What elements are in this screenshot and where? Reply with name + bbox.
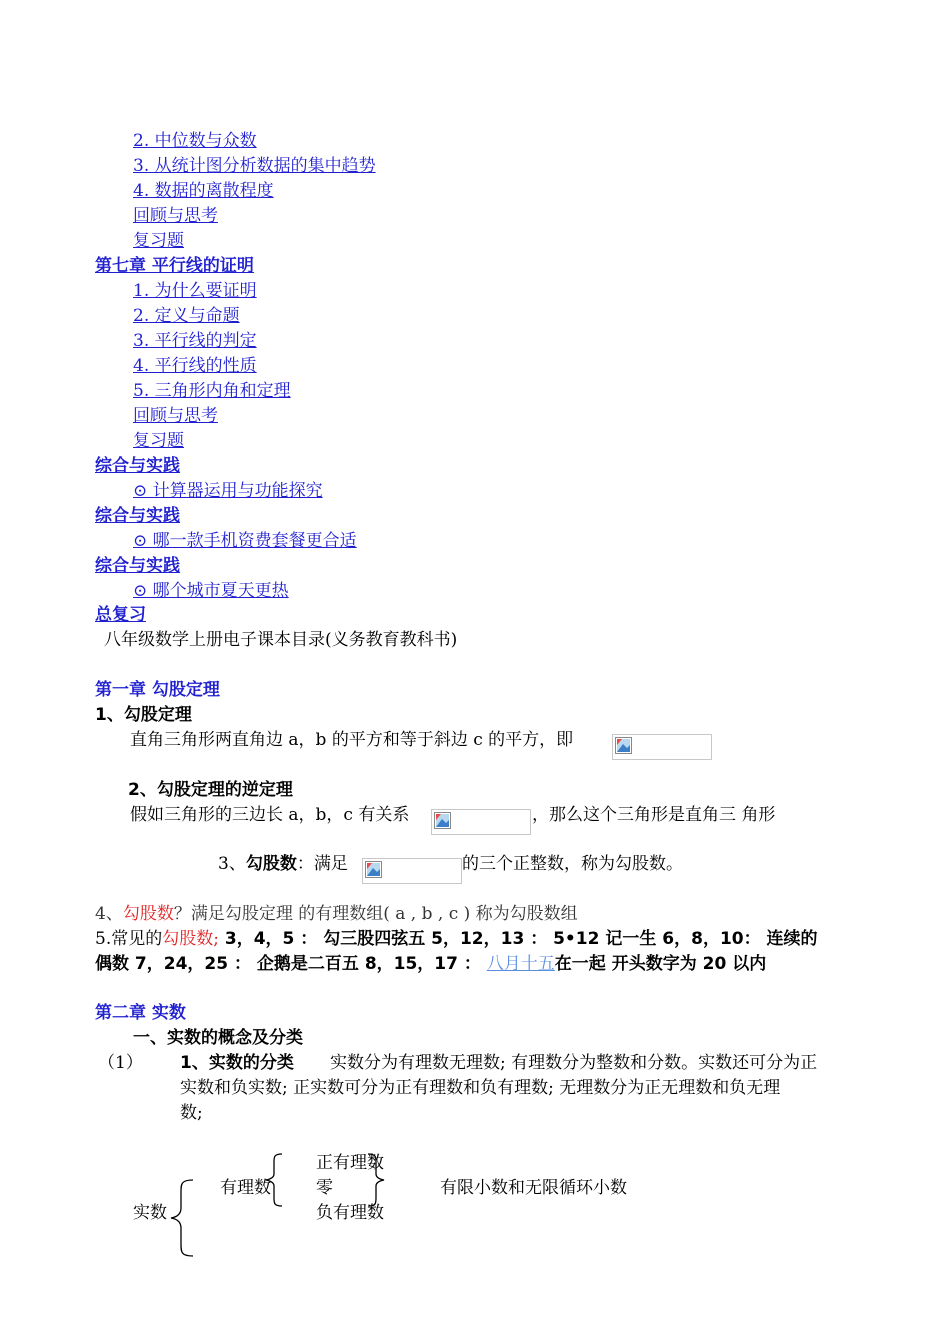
document-title: 八年级数学上册电子课本目录(义务教育教科书) xyxy=(104,630,458,650)
toc-chapter-heading[interactable]: 综合与实践 xyxy=(95,556,180,576)
toc-item[interactable]: 4. 数据的离散程度 xyxy=(133,181,274,201)
toc-item[interactable]: 复习题 xyxy=(133,431,184,451)
section-5-line-1 xyxy=(95,924,818,949)
item-number: （1） xyxy=(98,1053,143,1073)
formula-image-1 xyxy=(612,734,712,760)
item-title: 1、实数的分类 xyxy=(180,1053,294,1073)
section-5-prefix: 5.常见的 xyxy=(95,929,163,949)
toc-item[interactable]: 2. 中位数与众数 xyxy=(133,131,257,151)
toc-item[interactable]: 回顾与思考 xyxy=(133,206,218,226)
tree-positive-rational: 正有理数 xyxy=(316,1153,384,1173)
toc-item[interactable]: ⊙ 哪一款手机资费套餐更合适 xyxy=(133,531,357,551)
section-2-title: 2、勾股定理的逆定理 xyxy=(128,780,293,800)
item-text-3: 数; xyxy=(180,1103,203,1123)
toc-item[interactable]: 回顾与思考 xyxy=(133,406,218,426)
section-5-term: 勾股数; xyxy=(162,929,219,949)
toc-item[interactable]: 2. 定义与命题 xyxy=(133,306,240,326)
formula-image-2 xyxy=(431,809,531,835)
tree-root: 实数 xyxy=(133,1203,167,1223)
section-5-link[interactable]: 八月十五 xyxy=(486,954,555,974)
tree-rational: 有理数 xyxy=(220,1178,271,1198)
toc-item[interactable]: ⊙ 计算器运用与功能探究 xyxy=(133,481,323,501)
section-1-text: 直角三角形两直角边 a，b 的平方和等于斜边 c 的平方，即 xyxy=(130,730,574,750)
toc-item[interactable]: 3. 从统计图分析数据的集中趋势 xyxy=(133,156,376,176)
item-text-2: 实数和负实数; 正实数可分为正有理数和负有理数; 无理数分为正无理数和负无理 xyxy=(180,1078,781,1098)
formula-image-3 xyxy=(362,858,462,884)
tree-negative-rational: 负有理数 xyxy=(316,1203,384,1223)
toc-item[interactable]: 5. 三角形内角和定理 xyxy=(133,381,291,401)
section-5-text: 3，4，5 ： 勾三股四弦五 5，12，13 ： 5•12 记一生 6，8，10： 连续的 xyxy=(218,929,818,949)
toc-chapter-heading[interactable]: 综合与实践 xyxy=(95,506,180,526)
section-5-line-2-a: 偶数 7，24，25 ： 企鹅是二百五 8，15，17 ： xyxy=(95,954,487,974)
section-3-line xyxy=(218,849,348,874)
toc-item[interactable]: ⊙ 哪个城市夏天更热 xyxy=(133,581,289,601)
section-4-term: 勾股数 xyxy=(122,904,174,924)
broken-image-icon xyxy=(365,861,382,878)
toc-item[interactable]: 4. 平行线的性质 xyxy=(133,356,257,376)
left-brace-icon xyxy=(262,1152,284,1208)
toc-item[interactable]: 复习题 xyxy=(133,231,184,251)
broken-image-icon xyxy=(615,737,632,754)
section-5-line-2 xyxy=(95,949,766,974)
item-text-1: 实数分为有理数无理数; 有理数分为整数和分数。实数还可分为正 xyxy=(330,1053,818,1073)
left-brace-icon xyxy=(165,1178,195,1258)
tree-note: 有限小数和无限循环小数 xyxy=(440,1178,627,1198)
section-3-text-b: 的三个正整数，称为勾股数。 xyxy=(462,854,683,874)
right-brace-icon xyxy=(366,1152,388,1208)
toc-chapter-heading[interactable]: 综合与实践 xyxy=(95,456,180,476)
chapter-2-subtitle: 一、实数的概念及分类 xyxy=(133,1028,303,1048)
section-4-text: ？满足勾股定理 的有理数组( a , b , c ) 称为勾股数组 xyxy=(173,904,578,924)
section-4-line xyxy=(95,899,578,924)
chapter-2-title: 第二章 实数 xyxy=(95,1003,186,1023)
toc-item[interactable]: 3. 平行线的判定 xyxy=(133,331,257,351)
section-2-text-b: ，那么这个三角形是直角三 角形 xyxy=(532,805,776,825)
section-5-line-2-b: 在一起 开头数字为 20 以内 xyxy=(554,954,767,974)
broken-image-icon xyxy=(434,812,451,829)
section-4-prefix: 4、 xyxy=(95,904,123,924)
toc-chapter-heading[interactable]: 第七章 平行线的证明 xyxy=(95,256,254,276)
section-3-prefix: 3、 xyxy=(218,854,246,874)
section-1-title: 1、勾股定理 xyxy=(95,705,192,725)
chapter-1-title: 第一章 勾股定理 xyxy=(95,680,220,700)
section-2-text-a: 假如三角形的三边长 a，b，c 有关系 xyxy=(130,805,410,825)
section-3-term: 勾股数 xyxy=(245,854,297,874)
section-3-text-a: ：满足 xyxy=(296,854,348,874)
toc-chapter-heading[interactable]: 总复习 xyxy=(95,605,146,625)
toc-item[interactable]: 1. 为什么要证明 xyxy=(133,281,257,301)
tree-zero: 零 xyxy=(316,1178,333,1198)
